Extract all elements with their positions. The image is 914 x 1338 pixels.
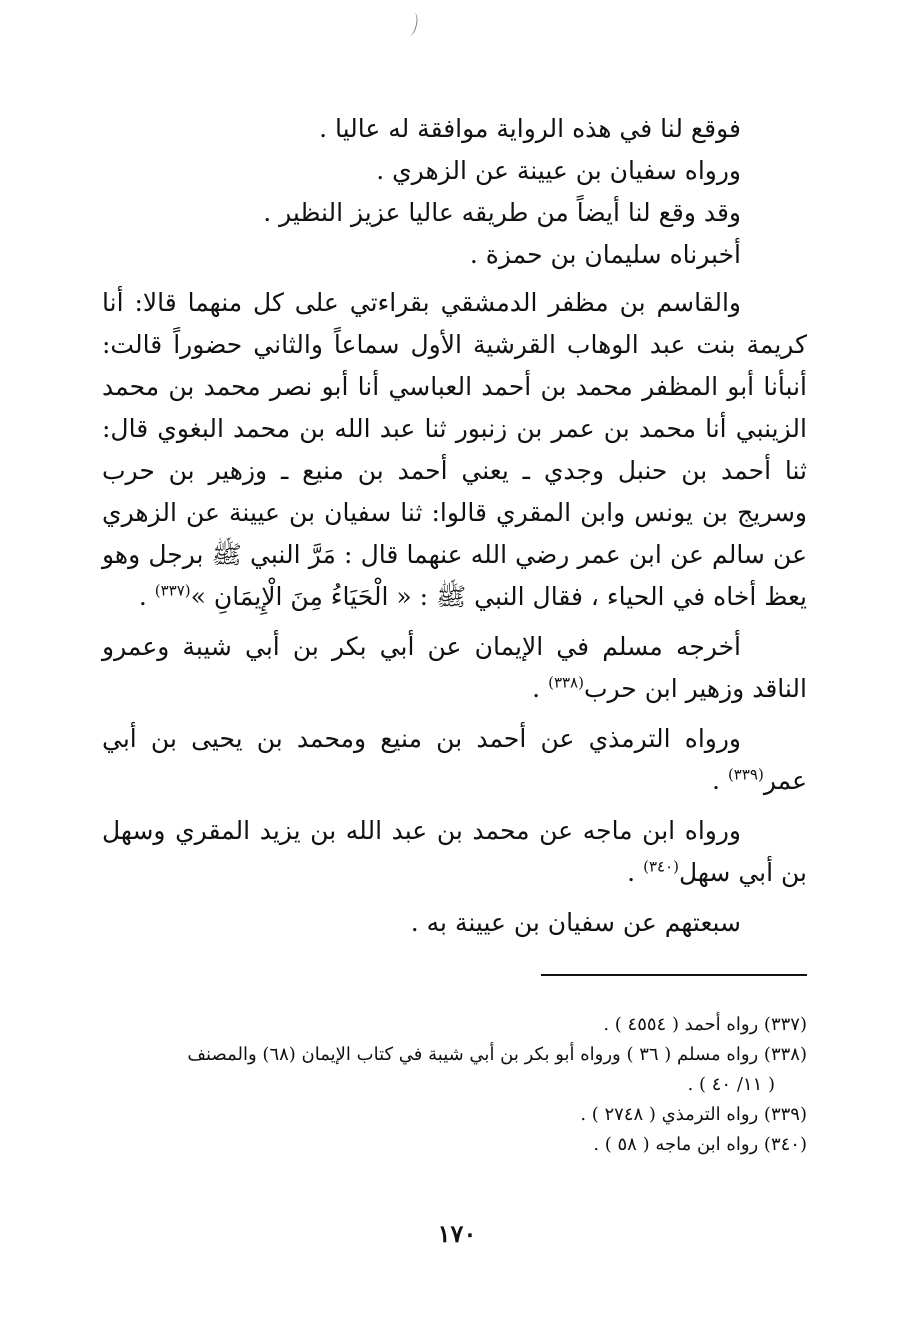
ibn-majah-end: . — [627, 858, 644, 887]
muslim-paragraph — [102, 626, 807, 710]
main-hadith-end: . — [138, 582, 155, 611]
tirmidhi-paragraph — [102, 718, 807, 802]
main-hadith-paragraph — [102, 282, 807, 618]
ibn-majah-text: ورواه ابن ماجه عن محمد بن عبد الله بن يزيد المقري وسهل بن أبي سهل — [102, 816, 807, 887]
main-text — [102, 108, 807, 944]
footnotes — [102, 1010, 807, 1160]
tirmidhi-end: . — [712, 766, 728, 795]
ibn-majah-paragraph — [102, 810, 807, 894]
page-number: ١٧٠ — [437, 1219, 477, 1248]
page-mark — [404, 11, 420, 37]
main-hadith-text: والقاسم بن مظفر الدمشقي بقراءتي على كل منهما قالا: أنا كريمة بنت عبد الوهاب القرشية الأول سماعاً والثاني حضوراً قالت: أنبأنا أبو المظفر محمد بن أحمد العباسي أنا أبو نصر محمد بن محمد الزينبي أنا محمد بن عمر بن زنبور ثنا عبد الله بن محمد البغوي قال: ثنا أحمد بن حنبل وجدي ـ يعني أحمد بن منيع ـ وزهير بن حرب وسريج بن يونس وابن المقري قالوا: ثنا سفيان بن عيينة عن الزهري عن سالم عن ابن عمر رضي الله عنهما قال : مَرَّ النبي ﷺ برجل وهو يعظ أخاه في الحياء ، فقال النبي ﷺ : « الْحَيَاءُ مِنَ الْإِيمَانِ » — [102, 288, 807, 611]
opening-line-4: أخبرناه سليمان بن حمزة . — [469, 240, 741, 269]
footnote-ref-339: (٣٣٩) — [727, 765, 764, 784]
footnote-ref-337: (٣٣٧) — [154, 581, 191, 600]
opening-line-1: فوقع لنا في هذه الرواية موافقة له عاليا . — [319, 114, 741, 143]
footnote-separator — [541, 974, 807, 976]
opening-line-2: ورواه سفيان بن عيينة عن الزهري . — [376, 156, 741, 185]
tirmidhi-text: ورواه الترمذي عن أحمد بن منيع ومحمد بن يحيى بن أبي عمر — [102, 724, 807, 795]
footnote-ref-340: (٣٤٠) — [643, 857, 679, 876]
footnote-ref-338: (٣٣٨) — [548, 673, 584, 692]
closing-line: سبعتهم عن سفيان بن عيينة به . — [410, 908, 741, 937]
footnote-337: (٣٣٧) رواه أحمد ( ٤٥٥٤ ) . — [603, 1014, 807, 1035]
footnote-338: (٣٣٨) رواه مسلم ( ٣٦ ) ورواه أبو بكر بن أبي شيبة في كتاب الإيمان (٦٨) والمصنف — [187, 1044, 807, 1065]
footnote-339: (٣٣٩) رواه الترمذي ( ٢٧٤٨ ) . — [580, 1104, 807, 1125]
footnote-338-continuation: ( ١١/ ٤٠ ) . — [687, 1074, 775, 1095]
muslim-end: . — [532, 674, 549, 703]
opening-line-3: وقد وقع لنا أيضاً من طريقه عاليا عزيز النظير . — [263, 198, 741, 227]
muslim-text: أخرجه مسلم في الإيمان عن أبي بكر بن أبي شيبة وعمرو الناقد وزهير ابن حرب — [102, 632, 807, 703]
footnote-340: (٣٤٠) رواه ابن ماجه ( ٥٨ ) . — [593, 1134, 807, 1155]
